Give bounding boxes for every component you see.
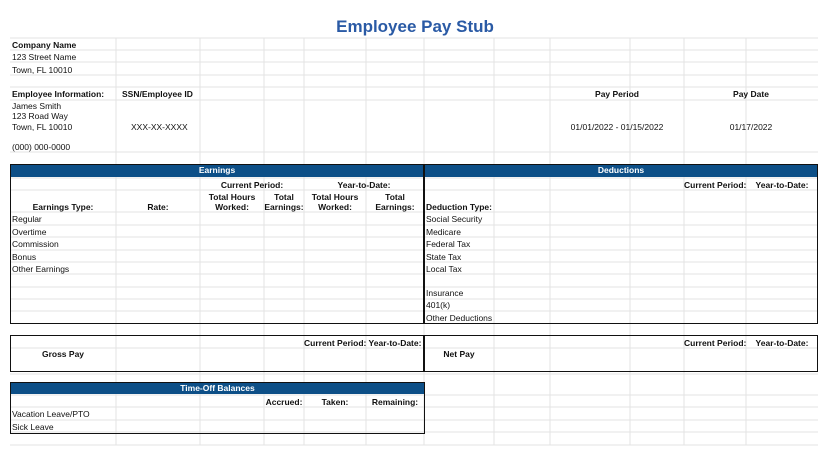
- ytd-hours-line1: Total Hours: [311, 192, 359, 202]
- deduction-row: Federal Tax: [426, 239, 471, 249]
- employee-ssn: XXX-XX-XXXX: [131, 122, 188, 132]
- deduction-row: 401(k): [426, 300, 451, 310]
- cp-total-line1: Total: [274, 192, 294, 202]
- deduction-row: Medicare: [426, 227, 461, 237]
- pay-date-value: 01/17/2022: [729, 122, 773, 132]
- deductions-header: Deductions: [425, 165, 817, 177]
- pay-date-label: Pay Date: [733, 89, 769, 99]
- rate-header: Rate:: [147, 202, 169, 212]
- taken-header: Taken:: [321, 397, 349, 407]
- deduction-row: Social Security: [426, 214, 483, 224]
- cp-hours-line1: Total Hours: [208, 192, 256, 202]
- ytd-total-line1: Total: [385, 192, 405, 202]
- pay-period-label: Pay Period: [595, 89, 639, 99]
- employee-street: 123 Road Way: [12, 111, 68, 121]
- employee-info-label: Employee Information:: [12, 89, 105, 99]
- deduction-row: Insurance: [426, 288, 464, 298]
- earnings-current-period: Current Period:: [220, 180, 284, 190]
- deductions-year-to-date: Year-to-Date:: [755, 180, 809, 190]
- earnings-header: Earnings: [11, 165, 423, 177]
- deduction-row: Other Deductions: [426, 313, 493, 323]
- earnings-row: Regular: [12, 214, 42, 224]
- deductions-current-period: Current Period:: [684, 180, 747, 190]
- ytd-total-line2: Earnings:: [375, 202, 415, 212]
- employee-name: James Smith: [12, 101, 62, 111]
- ytd-hours-line2: Worked:: [318, 202, 352, 212]
- cp-total-line2: Earnings:: [264, 202, 304, 212]
- accrued-header: Accrued:: [265, 397, 303, 407]
- employee-phone: (000) 000-0000: [12, 142, 71, 152]
- company-name: Company Name: [12, 40, 77, 50]
- company-city: Town, FL 10010: [12, 65, 73, 75]
- time-off-row: Sick Leave: [12, 422, 54, 432]
- time-off-header: Time-Off Balances: [11, 383, 424, 394]
- ssn-label: SSN/Employee ID: [122, 89, 193, 99]
- employee-city: Town, FL 10010: [12, 122, 73, 132]
- net-current-period: Current Period:: [684, 338, 747, 348]
- net-pay-label: Net Pay: [443, 349, 475, 359]
- gross-year-to-date: Year-to-Date:: [368, 338, 422, 348]
- deduction-type-header: Deduction Type:: [426, 202, 492, 212]
- gross-pay-label: Gross Pay: [41, 349, 85, 359]
- pay-period-value: 01/01/2022 - 01/15/2022: [570, 122, 664, 132]
- page-title: Employee Pay Stub: [336, 17, 494, 36]
- deduction-row: State Tax: [426, 252, 462, 262]
- earnings-row: Bonus: [12, 252, 37, 262]
- company-street: 123 Street Name: [12, 52, 77, 62]
- earnings-row: Commission: [12, 239, 59, 249]
- net-year-to-date: Year-to-Date:: [755, 338, 809, 348]
- cp-hours-line2: Worked:: [215, 202, 249, 212]
- earnings-row: Overtime: [12, 227, 47, 237]
- time-off-row: Vacation Leave/PTO: [12, 409, 90, 419]
- earnings-year-to-date: Year-to-Date:: [337, 180, 391, 190]
- earnings-row: Other Earnings: [12, 264, 70, 274]
- remaining-header: Remaining:: [371, 397, 419, 407]
- gross-current-period: Current Period:: [304, 338, 367, 348]
- deduction-row: Local Tax: [426, 264, 462, 274]
- earnings-type-header: Earnings Type:: [32, 202, 94, 212]
